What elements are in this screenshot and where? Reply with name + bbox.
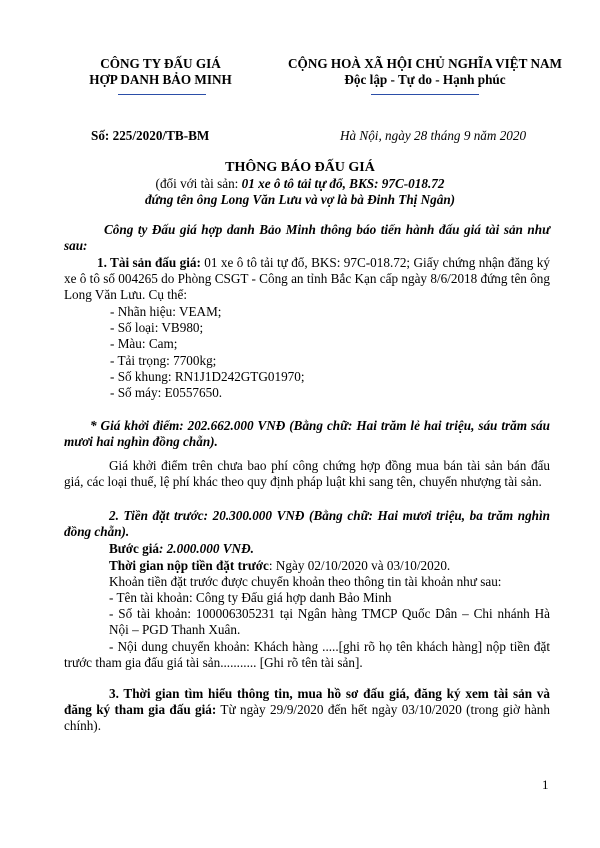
transfer-content: - Nội dung chuyển khoản: Khách hàng .....[ghi rõ họ tên khách hàng] nộp tiền đặt trước tham gia đấu giá tài sản........... [Ghi rõ tên tài sản]. (64, 639, 550, 671)
list-item: - Số loại: VB980; (110, 320, 204, 336)
section-2-heading: 2. Tiền đặt trước: (109, 508, 209, 523)
section-3-text: Từ ngày 29/9/2020 đến hết ngày 03/10/2020 (trong giờ hành chính). (64, 702, 550, 734)
subtitle-prefix: (đối với tài sản: (155, 176, 242, 191)
deposit-time-value: : Ngày 02/10/2020 và 03/10/2020. (268, 558, 451, 573)
intro-paragraph: Công ty Đấu giá hợp danh Bảo Minh thông báo tiến hành đấu giá tài sản như sau: (64, 222, 550, 254)
list-item: - Số máy: E0557650. (110, 385, 223, 401)
account-number-text: - Số tài khoản: 100006305231 tại Ngân hàng TMCP Quốc Dân – Chi nhánh Hà Nội – PGD Thanh Xuân. (109, 606, 550, 638)
section-3-heading: 3. Thời gian tìm hiểu thông tin, mua hồ sơ đấu giá, đăng ký xem tài sản và đăng ký tham gia đấu giá: (64, 686, 550, 718)
document-title: THÔNG BÁO ĐẤU GIÁ (225, 160, 375, 175)
price-step-label: Bước giá (109, 541, 160, 556)
section-1 (64, 255, 550, 304)
section-2-value: 20.300.000 VNĐ (Bằng chữ: Hai mươi triệu, ba trăm nghìn đồng chẵn). (64, 508, 550, 540)
document-subtitle-line2: đứng tên ông Long Văn Lưu và vợ là bà Đinh Thị Ngân) (144, 192, 456, 207)
section-3 (64, 686, 550, 735)
account-number (64, 606, 550, 638)
national-title: CỘNG HOÀ XÃ HỘI CHỦ NGHĨA VIỆT NAM (288, 56, 562, 71)
starting-price-value: 202.662.000 VNĐ (Bằng chữ: Hai trăm lẻ hai triệu, sáu trăm sáu mươi hai nghìn đồng chẵn). (64, 418, 550, 450)
page-number: 1 (542, 777, 549, 792)
company-underline (118, 94, 206, 95)
place-date: Hà Nội, ngày 28 tháng 9 năm 2020 (340, 128, 527, 143)
price-step (109, 541, 549, 557)
list-item: - Màu: Cam; (110, 336, 178, 352)
deposit-time (109, 558, 549, 574)
starting-price (64, 418, 550, 450)
company-name-line1: CÔNG TY ĐẤU GIÁ (100, 56, 221, 71)
list-item: - Số khung: RN1J1D242GTG01970; (110, 368, 305, 384)
document-number: Số: 225/2020/TB-BM (91, 128, 210, 143)
subtitle-asset: 01 xe ô tô tải tự đổ, BKS: 97C-018.72 (241, 176, 445, 191)
transfer-intro: Khoản tiền đặt trước được chuyển khoản theo thông tin tài khoản như sau: (109, 574, 502, 589)
section-1-text: 01 xe ô tô tải tự đổ, BKS: 97C-018.72; Giấy chứng nhận đăng ký xe ô tô số 004265 do Phòng CSGT - Công an tỉnh Bắc Kạn cấp ngày 8/6/2018 đứng tên ông Long Văn Lưu. Cụ thể: (64, 255, 550, 303)
account-name: - Tên tài khoản: Công ty Đấu giá hợp danh Bảo Minh (109, 590, 392, 605)
motto-underline (371, 94, 479, 95)
asset-details-list (110, 304, 550, 401)
section-1-heading: 1. Tài sản đấu giá: (97, 255, 201, 270)
starting-price-label: * Giá khởi điểm: (90, 418, 184, 433)
document-subtitle (60, 176, 540, 192)
starting-price-note: Giá khởi điểm trên chưa bao phí công chứng hợp đồng mua bán tài sản bán đấu giá, các loại thuế, lệ phí khác theo quy định pháp luật khi sang tên, chuyển nhượng tài sản. (64, 458, 550, 490)
company-name-line2: HỢP DANH BẢO MINH (89, 72, 232, 87)
national-motto: Độc lập - Tự do - Hạnh phúc (344, 72, 506, 87)
list-item: - Tải trọng: 7700kg; (110, 352, 217, 368)
price-step-value: : 2.000.000 VNĐ. (159, 541, 254, 556)
section-2 (64, 508, 550, 540)
deposit-time-label: Thời gian nộp tiền đặt trước (109, 558, 269, 573)
list-item: - Nhãn hiệu: VEAM; (110, 304, 222, 319)
